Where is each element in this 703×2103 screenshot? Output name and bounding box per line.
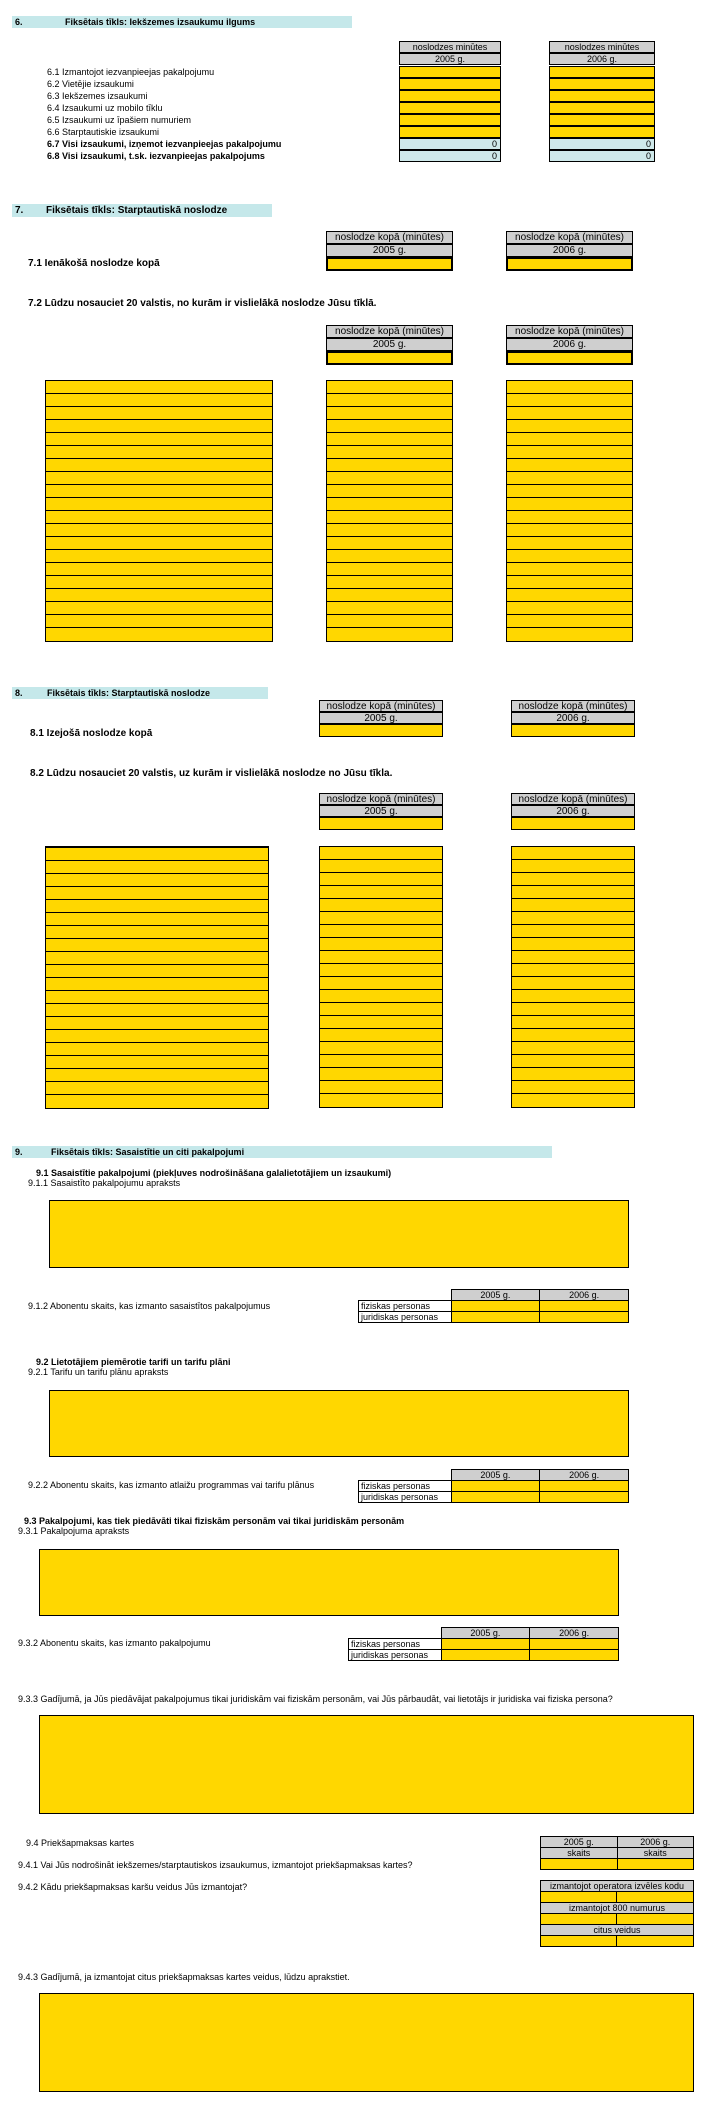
sec7-2-col2-year: 2006 g. [506, 338, 633, 351]
row-private: fiziskas personas [359, 1481, 452, 1492]
input-row[interactable] [512, 1016, 634, 1029]
input-row[interactable] [46, 978, 268, 991]
input-row[interactable] [507, 394, 632, 407]
year-2005-header: 2005 g. [451, 1470, 540, 1481]
input-row[interactable] [327, 498, 452, 511]
input-row[interactable] [46, 900, 268, 913]
question-9-3-3: 9.3.3 Gadījumā, ja Jūs piedāvājat pakalpojumus tikai juridiskām vai fiziskām personām, vai Jūs pārbaudāt, vai lietotājs ir juridiska vai fiziska persona? [18, 1694, 613, 1704]
input-row[interactable] [320, 977, 442, 990]
sec6-input-cell[interactable] [549, 90, 655, 102]
input-row[interactable] [320, 860, 442, 873]
input-row[interactable] [320, 1081, 442, 1094]
input-row[interactable] [320, 1068, 442, 1081]
input-row[interactable] [507, 537, 632, 550]
input-row[interactable] [327, 550, 452, 563]
input-cell[interactable] [541, 1936, 617, 1947]
sec6-input-cell[interactable] [549, 66, 655, 78]
section-7-header [12, 204, 272, 217]
sec8-2-col2-input[interactable] [511, 817, 635, 830]
section-7-number: 7. [15, 205, 24, 216]
input-row[interactable] [327, 446, 452, 459]
sec8-1-col1-input[interactable] [319, 724, 443, 737]
input-row[interactable] [46, 965, 268, 978]
input-cell[interactable] [541, 1892, 617, 1903]
prepaid-9-4-2-table [540, 1880, 694, 1947]
input-cell[interactable] [530, 1639, 619, 1650]
input-row[interactable] [320, 899, 442, 912]
input-row[interactable] [507, 589, 632, 602]
input-row[interactable] [512, 886, 634, 899]
year-2005-header: 2005 g. [451, 1290, 540, 1301]
input-cell[interactable] [541, 1859, 618, 1870]
input-row[interactable] [46, 381, 272, 394]
input-cell[interactable] [451, 1301, 540, 1312]
input-cell[interactable] [617, 1914, 694, 1925]
section-9-title: Fiksētais tīkls: Sasaistītie un citi pakalpojumi [51, 1147, 245, 1157]
input-row[interactable] [327, 615, 452, 628]
sec8-1-col2-input[interactable] [511, 724, 635, 737]
input-row[interactable] [46, 459, 272, 472]
question-9-1: 9.1 Sasaistītie pakalpojumi (piekļuves nodrošināšana galalietotājiem un izsaukumi) [36, 1168, 392, 1178]
input-row[interactable] [320, 1042, 442, 1055]
row-legal: juridiskas personas [359, 1492, 452, 1503]
input-row[interactable] [327, 576, 452, 589]
sec6-col2-header: noslodzes minūtes [549, 41, 655, 53]
question-9-1-1: 9.1.1 Sasaistīto pakalpojumu apraksts [28, 1178, 181, 1188]
input-row[interactable] [507, 420, 632, 433]
question-9-4-1: 9.4.1 Vai Jūs nodrošināt iekšzemes/starptautiskos izsaukumus, izmantojot priekšapmaksas kartes? [18, 1860, 413, 1870]
count-header: skaits [617, 1848, 694, 1859]
input-row[interactable] [320, 1055, 442, 1068]
input-row[interactable] [327, 459, 452, 472]
question-9-3-1: 9.3.1 Pakalpojuma apraksts [18, 1526, 130, 1536]
sec6-col1-header: noslodzes minūtes [399, 41, 501, 53]
sec6-col2-year: 2006 g. [549, 53, 655, 65]
input-row[interactable] [46, 913, 268, 926]
sec6-input-cell[interactable] [399, 90, 501, 102]
input-row[interactable] [46, 926, 268, 939]
question-8-1: 8.1 Izejošā noslodze kopā [30, 728, 153, 739]
input-cell[interactable] [540, 1301, 629, 1312]
input-row[interactable] [327, 511, 452, 524]
input-cell[interactable] [540, 1481, 629, 1492]
input-row[interactable] [46, 394, 272, 407]
input-row[interactable] [46, 1095, 268, 1108]
input-row[interactable] [46, 848, 268, 861]
input-row[interactable] [512, 951, 634, 964]
section-6-header [12, 16, 352, 28]
sec6-input-cell[interactable] [399, 78, 501, 90]
input-cell[interactable] [451, 1481, 540, 1492]
input-row[interactable] [46, 407, 272, 420]
section-8-number: 8. [15, 688, 23, 698]
input-row[interactable] [507, 550, 632, 563]
sec6-total-cell: 0 [399, 150, 501, 162]
input-row[interactable] [320, 1094, 442, 1107]
sec7-1-col1-input[interactable] [326, 257, 453, 271]
input-row[interactable] [320, 1029, 442, 1042]
year-2006-header: 2006 g. [530, 1628, 619, 1639]
input-row[interactable] [320, 1016, 442, 1029]
input-cell[interactable] [451, 1492, 540, 1503]
sec6-item-label: 6.7 Visi izsaukumi, izņemot iezvanpieejas pakalpojumu [47, 139, 282, 149]
year-2005-header: 2005 g. [441, 1628, 530, 1639]
input-row[interactable] [327, 589, 452, 602]
input-row[interactable] [507, 563, 632, 576]
sec7-1-col2-input[interactable] [506, 257, 633, 271]
input-row[interactable] [512, 847, 634, 860]
sec7-1-col1-year: 2005 g. [326, 244, 453, 257]
section-8-header [12, 687, 268, 699]
description-9-1-1[interactable] [49, 1200, 629, 1268]
sec7-1-col2-year: 2006 g. [506, 244, 633, 257]
input-row[interactable] [327, 524, 452, 537]
sec6-item-label: 6.6 Starptautiskie izsaukumi [47, 127, 160, 137]
input-row[interactable] [46, 1069, 268, 1082]
input-row[interactable] [507, 498, 632, 511]
input-row[interactable] [512, 1042, 634, 1055]
subscribers-9-1-2-table [358, 1289, 629, 1323]
year-2006-header: 2006 g. [617, 1837, 694, 1848]
sec7-2-col1-input[interactable] [326, 351, 453, 365]
sec8-2005-column [319, 846, 443, 1108]
sec6-total-cell: 0 [399, 138, 501, 150]
input-row[interactable] [507, 628, 632, 641]
input-row[interactable] [46, 1030, 268, 1043]
input-row[interactable] [46, 1004, 268, 1017]
input-row[interactable] [46, 420, 272, 433]
option-other: citus veidus [541, 1925, 694, 1936]
description-9-3-1[interactable] [39, 1549, 619, 1616]
input-row[interactable] [327, 602, 452, 615]
question-9-3: 9.3 Pakalpojumi, kas tiek piedāvāti tikai fiziskām personām vai tikai juridiskām personām [24, 1516, 405, 1526]
input-cell[interactable] [441, 1639, 530, 1650]
input-row[interactable] [46, 433, 272, 446]
input-row[interactable] [327, 628, 452, 641]
description-9-2-1[interactable] [49, 1390, 629, 1457]
sec7-1-col1-header: noslodze kopā (minūtes) [326, 231, 453, 244]
question-9-2: 9.2 Lietotājiem piemērotie tarifi un tarifu plāni [36, 1357, 231, 1367]
input-row[interactable] [46, 1056, 268, 1069]
input-cell[interactable] [451, 1312, 540, 1323]
input-row[interactable] [327, 472, 452, 485]
section-7-title: Fiksētais tīkls: Starptautiskā noslodze [46, 205, 228, 216]
input-row[interactable] [320, 990, 442, 1003]
question-9-4-2: 9.4.2 Kādu priekšapmaksas karšu veidus Jūs izmantojat? [18, 1882, 248, 1892]
input-row[interactable] [46, 952, 268, 965]
input-row[interactable] [512, 938, 634, 951]
section-9-number: 9. [15, 1147, 23, 1157]
sec7-2006-column [506, 380, 633, 642]
question-9-2-1: 9.2.1 Tarifu un tarifu plānu apraksts [28, 1367, 169, 1377]
input-row[interactable] [46, 576, 272, 589]
question-7-2: 7.2 Lūdzu nosauciet 20 valstis, no kurām ir vislielākā noslodze Jūsu tīklā. [28, 298, 377, 309]
sec6-total-cell: 0 [549, 138, 655, 150]
input-row[interactable] [507, 485, 632, 498]
count-header: skaits [541, 1848, 618, 1859]
input-row[interactable] [46, 628, 272, 641]
answer-9-3-3[interactable] [39, 1715, 694, 1814]
subscribers-9-3-2-table [348, 1627, 619, 1661]
sec6-input-cell[interactable] [549, 78, 655, 90]
input-row[interactable] [507, 459, 632, 472]
input-row[interactable] [512, 925, 634, 938]
sec6-input-cell[interactable] [399, 114, 501, 126]
input-row[interactable] [507, 615, 632, 628]
input-row[interactable] [512, 1081, 634, 1094]
input-row[interactable] [327, 394, 452, 407]
input-row[interactable] [512, 1029, 634, 1042]
year-2006-header: 2006 g. [540, 1470, 629, 1481]
year-2005-header: 2005 g. [541, 1837, 618, 1848]
input-row[interactable] [46, 861, 268, 874]
sec6-input-cell[interactable] [549, 126, 655, 138]
sec8-2-col1-input[interactable] [319, 817, 443, 830]
sec8-2-col1-year: 2005 g. [319, 805, 443, 817]
input-row[interactable] [320, 912, 442, 925]
input-row[interactable] [512, 1094, 634, 1107]
sec6-input-cell[interactable] [549, 102, 655, 114]
sec6-input-cell[interactable] [549, 114, 655, 126]
sec6-item-label: 6.3 Iekšzemes izsaukumi [47, 91, 148, 101]
input-row[interactable] [327, 420, 452, 433]
input-row[interactable] [46, 589, 272, 602]
input-row[interactable] [46, 524, 272, 537]
input-row[interactable] [46, 563, 272, 576]
sec8-2006-column [511, 846, 635, 1108]
subscribers-9-2-2-table [358, 1469, 629, 1503]
input-row[interactable] [46, 991, 268, 1004]
sec6-total-cell: 0 [549, 150, 655, 162]
input-row[interactable] [46, 1082, 268, 1095]
input-row[interactable] [507, 524, 632, 537]
question-9-4-3: 9.4.3 Gadījumā, ja izmantojat citus priekšapmaksas kartes veidus, lūdzu aprakstiet. [18, 1972, 350, 1982]
input-row[interactable] [507, 381, 632, 394]
sec7-1-col2-header: noslodze kopā (minūtes) [506, 231, 633, 244]
input-row[interactable] [327, 485, 452, 498]
input-row[interactable] [320, 938, 442, 951]
option-operator-code: izmantojot operatora izvēles kodu [541, 1881, 694, 1892]
sec6-col1-year: 2005 g. [399, 53, 501, 65]
question-8-2: 8.2 Lūdzu nosauciet 20 valstis, uz kurām ir vislielākā noslodze no Jūsu tīkla. [30, 768, 393, 779]
sec6-item-label: 6.4 Izsaukumi uz mobilo tīklu [47, 103, 163, 113]
input-row[interactable] [327, 433, 452, 446]
input-cell[interactable] [617, 1892, 694, 1903]
input-row[interactable] [512, 990, 634, 1003]
input-cell[interactable] [530, 1650, 619, 1661]
row-legal: juridiskas personas [349, 1650, 442, 1661]
input-row[interactable] [507, 472, 632, 485]
section-8-title: Fiksētais tīkls: Starptautiskā noslodze [47, 688, 211, 698]
question-9-4: 9.4 Priekšapmaksas kartes [26, 1838, 135, 1848]
sec8-countries-column [45, 846, 269, 1109]
sec8-1-col2-header: noslodze kopā (minūtes) [511, 700, 635, 712]
input-row[interactable] [507, 433, 632, 446]
section-6-number: 6. [15, 17, 23, 27]
input-row[interactable] [327, 381, 452, 394]
input-row[interactable] [320, 886, 442, 899]
input-row[interactable] [46, 874, 268, 887]
sec8-2-col1-header: noslodze kopā (minūtes) [319, 793, 443, 805]
input-row[interactable] [320, 847, 442, 860]
input-row[interactable] [46, 472, 272, 485]
input-row[interactable] [512, 1003, 634, 1016]
input-row[interactable] [320, 964, 442, 977]
input-row[interactable] [46, 537, 272, 550]
input-cell[interactable] [541, 1914, 617, 1925]
sec6-input-cell[interactable] [399, 102, 501, 114]
question-9-2-2: 9.2.2 Abonentu skaits, kas izmanto atlaižu programmas vai tarifu plānus [28, 1480, 315, 1490]
answer-9-4-3[interactable] [39, 1993, 694, 2092]
sec8-1-col1-header: noslodze kopā (minūtes) [319, 700, 443, 712]
sec6-item-label: 6.1 Izmantojot iezvanpieejas pakalpojumu [47, 67, 215, 77]
sec7-2-col1-year: 2005 g. [326, 338, 453, 351]
input-cell[interactable] [540, 1492, 629, 1503]
input-row[interactable] [327, 407, 452, 420]
input-row[interactable] [512, 873, 634, 886]
sec6-item-label: 6.5 Izsaukumi uz īpašiem numuriem [47, 115, 192, 125]
input-row[interactable] [46, 887, 268, 900]
input-row[interactable] [512, 899, 634, 912]
input-row[interactable] [507, 602, 632, 615]
input-row[interactable] [46, 615, 272, 628]
row-private: fiziskas personas [349, 1639, 442, 1650]
input-row[interactable] [327, 563, 452, 576]
input-row[interactable] [320, 1003, 442, 1016]
input-row[interactable] [320, 873, 442, 886]
sec6-input-cell[interactable] [399, 66, 501, 78]
input-row[interactable] [46, 939, 268, 952]
question-9-1-2: 9.1.2 Abonentu skaits, kas izmanto sasaistītos pakalpojumus [28, 1301, 271, 1311]
sec7-2-col1-header: noslodze kopā (minūtes) [326, 325, 453, 338]
input-cell[interactable] [617, 1936, 694, 1947]
input-row[interactable] [46, 550, 272, 563]
input-row[interactable] [46, 498, 272, 511]
option-800-numbers: izmantojot 800 numurus [541, 1903, 694, 1914]
sec7-2005-column [326, 380, 453, 642]
year-2006-header: 2006 g. [540, 1290, 629, 1301]
input-row[interactable] [46, 602, 272, 615]
sec6-input-cell[interactable] [399, 126, 501, 138]
input-row[interactable] [46, 1017, 268, 1030]
sec8-2-col2-year: 2006 g. [511, 805, 635, 817]
input-row[interactable] [512, 977, 634, 990]
row-private: fiziskas personas [359, 1301, 452, 1312]
input-row[interactable] [46, 485, 272, 498]
sec7-2-col2-input[interactable] [506, 351, 633, 365]
sec8-2-col2-header: noslodze kopā (minūtes) [511, 793, 635, 805]
row-legal: juridiskas personas [359, 1312, 452, 1323]
input-row[interactable] [320, 925, 442, 938]
input-row[interactable] [507, 446, 632, 459]
sec6-item-label: 6.2 Vietējie izsaukumi [47, 79, 134, 89]
input-row[interactable] [512, 964, 634, 977]
input-row[interactable] [507, 407, 632, 420]
input-row[interactable] [512, 912, 634, 925]
input-row[interactable] [320, 951, 442, 964]
prepaid-9-4-1-table [540, 1836, 694, 1870]
sec7-2-col2-header: noslodze kopā (minūtes) [506, 325, 633, 338]
input-row[interactable] [327, 537, 452, 550]
section-6-title: Fiksētais tīkls: Iekšzemes izsaukumu ilgums [65, 17, 256, 27]
input-row[interactable] [512, 860, 634, 873]
input-row[interactable] [46, 511, 272, 524]
question-7-1: 7.1 Ienākošā noslodze kopā [28, 258, 160, 269]
input-cell[interactable] [617, 1859, 694, 1870]
input-row[interactable] [507, 511, 632, 524]
input-cell[interactable] [540, 1312, 629, 1323]
sec8-1-col2-year: 2006 g. [511, 712, 635, 724]
input-row[interactable] [512, 1068, 634, 1081]
sec6-item-label: 6.8 Visi izsaukumi, t.sk. iezvanpieejas pakalpojums [47, 151, 265, 161]
input-row[interactable] [46, 1043, 268, 1056]
question-9-3-2: 9.3.2 Abonentu skaits, kas izmanto pakalpojumu [18, 1638, 211, 1648]
sec7-countries-column [45, 380, 273, 642]
input-cell[interactable] [441, 1650, 530, 1661]
sec8-1-col1-year: 2005 g. [319, 712, 443, 724]
input-row[interactable] [46, 446, 272, 459]
input-row[interactable] [512, 1055, 634, 1068]
section-9-header [12, 1146, 552, 1158]
input-row[interactable] [507, 576, 632, 589]
